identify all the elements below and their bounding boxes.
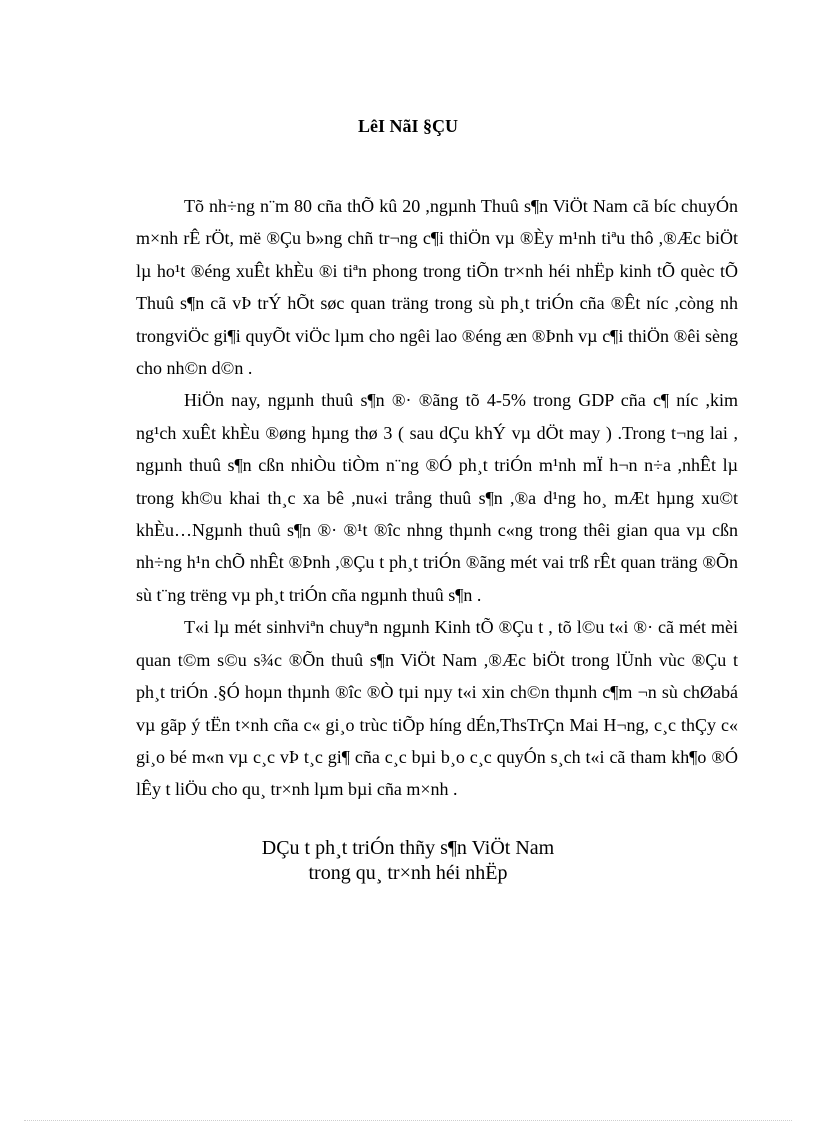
topic-subtitle — [0, 836, 816, 886]
subtitle-line-2: trong qu¸ tr×nh héi nhËp — [308, 862, 508, 884]
body-text — [136, 190, 738, 806]
subtitle-line-1: DÇu t ph¸t triÓn thñy s¶n ViÖt Nam — [261, 837, 555, 859]
page-bottom-divider — [24, 1120, 792, 1121]
paragraph-1: Tõ nh÷ng n¨m 80 cña thÕ kû 20 ,ngµnh Thuû s¶n ViÖt Nam cã bíc chuyÓn m×nh rÊ rÖt, më ®Çu b»ng chñ tr¬ng c¶i thiÖn vµ ®Èy m¹nh tiªu thô ,®Æc biÖt lµ ho¹t ®éng xuÊt khÈu ®i tiªn phong trong tiÕn tr×nh héi nhËp kinh tÕ quèc tÕ Thuû s¶n cã vÞ trÝ hÕt søc quan träng trong sù ph¸t triÓn cña ®Êt níc ,còng nh trongviÖc gi¶i quyÕt viÖc lµm cho ngêi lao ®éng æn ®Þnh vµ c¶i thiÖn ®êi sèng cho nh©n d©n . — [136, 196, 738, 379]
paragraph-2: HiÖn nay, ngµnh thuû s¶n ®· ®ãng tõ 4-5% trong GDP cña c¶ níc ,kim ng¹ch xuÊt khÈu ®øng hµng thø 3 ( sau dÇu khÝ vµ dÖt may ) .Trong t¬ng lai , ngµnh thuû s¶n cßn nhiÒu tiÒm n¨ng ®Ó ph¸t triÓn m¹nh mÏ h¬n n÷a ,nhÊt lµ trong kh©u khai th¸c xa bê ,nu«i trång thuû s¶n ,®a d¹ng ho¸ mÆt hµng xu©t khÈu…Ngµnh thuû s¶n ®· ®¹t ®îc nhng thµnh c«ng trong thêi gian qua vµ cßn nh÷ng h¹n chÕ nhÊt ®Þnh ,®Çu t ph¸t triÓn ®ãng mét vai trß rÊt quan träng ®Õn sù t¨ng trëng vµ ph¸t triÓn cña ngµnh thuû s¶n . — [136, 390, 738, 605]
page-title: LêI NãI §ÇU — [357, 116, 458, 136]
paragraph-3: T«i lµ mét sinhviªn chuyªn ngµnh Kinh tÕ ®Çu t , tõ l©u t«i ®· cã mét mèi quan t©m s©u s¾c ®Õn thuû s¶n ViÖt Nam ,®Æc biÖt trong lÜnh vùc ®Çu t ph¸t triÓn .§Ó hoµn thµnh ®îc ®Ò tµi nµy t«i xin ch©n thµnh c¶m ¬n sù chØabá vµ gãp ý tËn t×nh cña c« gi¸o trùc tiÕp híng dÉn,ThsTrÇn Mai H¬ng, c¸c thÇy c« gi¸o bé m«n vµ c¸c vÞ t¸c gi¶ cña c¸c bµi b¸o c¸c quyÓn s¸ch t«i cã tham kh¶o ®Ó lÊy t liÖu cho qu¸ tr×nh lµm bµi cña m×nh . — [136, 617, 738, 800]
